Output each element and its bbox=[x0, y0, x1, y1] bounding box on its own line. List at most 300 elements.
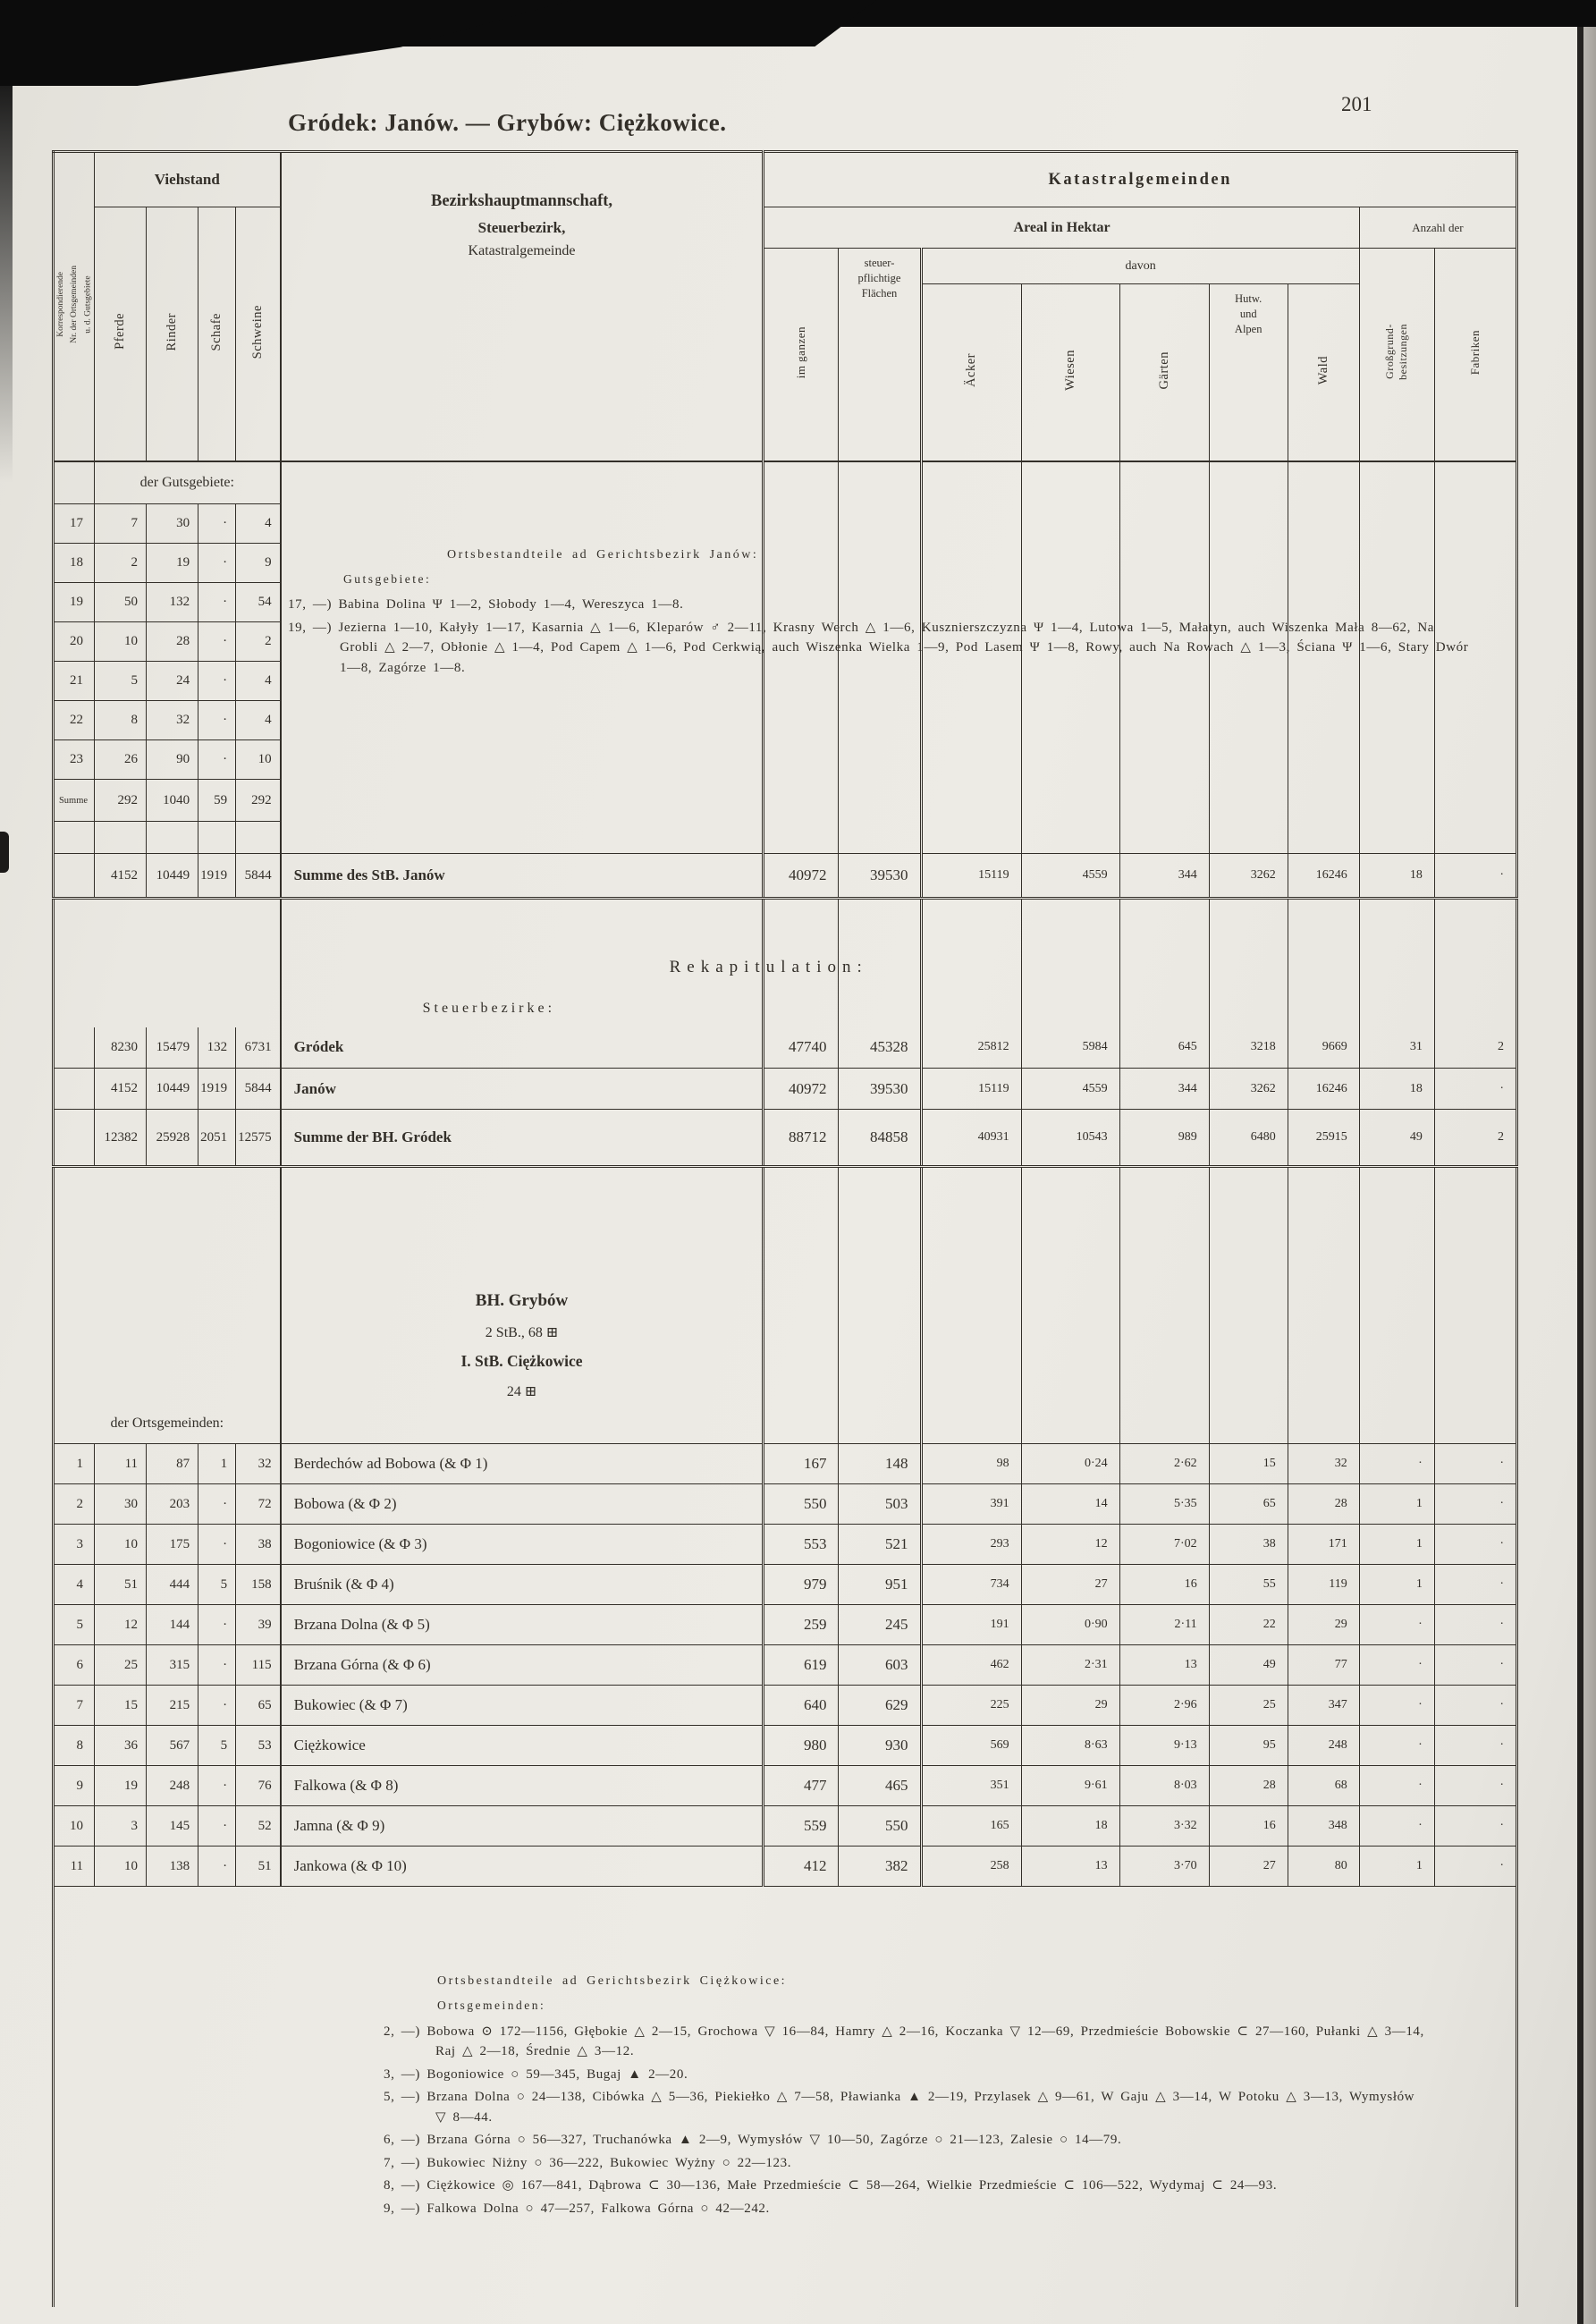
areal-value-cell: 979 bbox=[764, 1565, 839, 1605]
spacer-cell bbox=[839, 1283, 921, 1319]
areal-value-cell: 49 bbox=[1209, 1645, 1288, 1686]
spacer-cell bbox=[764, 822, 839, 854]
note-subheading: Gutsgebiete: bbox=[343, 572, 432, 586]
table-cell bbox=[921, 1405, 1021, 1444]
areal-value-cell: 40931 bbox=[921, 1110, 1021, 1167]
areal-value-cell bbox=[764, 504, 839, 544]
page-title: Gródek: Janów. — Grybów: Ciężkowice. bbox=[288, 109, 727, 136]
areal-value-cell: 629 bbox=[839, 1686, 921, 1726]
spacer-row bbox=[54, 899, 1517, 945]
viehstand-value-cell: · bbox=[198, 740, 236, 780]
viehstand-value-cell: 51 bbox=[95, 1565, 147, 1605]
grybow-heading-section bbox=[54, 1167, 1517, 1405]
table-row bbox=[54, 740, 1517, 780]
viehstand-value-cell: 24 bbox=[147, 662, 198, 701]
spacer-cell bbox=[921, 1283, 1021, 1319]
viehstand-value-cell: 158 bbox=[236, 1565, 281, 1605]
areal-value-cell: 148 bbox=[839, 1444, 921, 1484]
spacer-cell bbox=[1359, 822, 1434, 854]
spacer-cell bbox=[1021, 822, 1119, 854]
areal-value-cell: 39530 bbox=[839, 854, 921, 899]
spacer-cell bbox=[54, 1346, 281, 1378]
areal-value-cell: 119 bbox=[1288, 1565, 1359, 1605]
spacer-row bbox=[54, 1319, 1517, 1346]
areal-value-cell: 5984 bbox=[1021, 1027, 1119, 1069]
note-entry: 8, —) Ciężkowice ◎ 167—841, Dąbrowa ⊂ 30—136, Małe Przedmieście ⊂ 58—264, Wielkie Przedmieście ⊂ 106—522, Wydymaj ⊂ 24—93. bbox=[384, 2178, 1278, 2193]
viehstand-value-cell: 1919 bbox=[198, 854, 236, 899]
steuerpflichtige-column-header bbox=[839, 249, 921, 461]
viehstand-value-cell: 19 bbox=[147, 544, 198, 583]
spacer-cell bbox=[1021, 1283, 1119, 1319]
wald-column-header bbox=[1288, 284, 1359, 461]
areal-value-cell bbox=[1119, 740, 1209, 780]
spacer-cell bbox=[1209, 1167, 1288, 1283]
areal-value-cell: 477 bbox=[764, 1766, 839, 1806]
areal-value-cell: 465 bbox=[839, 1766, 921, 1806]
areal-value-cell: · bbox=[1434, 1069, 1516, 1110]
viehstand-value-cell: 1919 bbox=[198, 1069, 236, 1110]
areal-value-cell: 18 bbox=[1359, 1069, 1434, 1110]
areal-value-cell: 47740 bbox=[764, 1027, 839, 1069]
bezirkshauptmannschaft-label: Bezirkshauptmannschaft, bbox=[431, 192, 613, 210]
spacer-cell bbox=[1288, 1283, 1359, 1319]
viehstand-value-cell: 32 bbox=[147, 701, 198, 740]
areal-value-cell: 22 bbox=[1209, 1605, 1288, 1645]
note-entry: 3, —) Bogoniowice ○ 59—345, Bugaj ▲ 2—20. bbox=[384, 2066, 688, 2082]
areal-value-cell: 391 bbox=[921, 1484, 1021, 1525]
row-number-cell bbox=[54, 1069, 95, 1110]
spacer-cell bbox=[54, 822, 95, 854]
spacer-cell bbox=[1288, 822, 1359, 854]
areal-value-cell: 930 bbox=[839, 1726, 921, 1766]
areal-value-cell: 12 bbox=[1021, 1525, 1119, 1565]
table-cell bbox=[921, 945, 1021, 990]
row-number-cell: 21 bbox=[54, 662, 95, 701]
viehstand-value-cell: 9 bbox=[236, 544, 281, 583]
note-entry: 2, —) Bobowa ⊙ 172—1156, Głębokie △ 2—15, Grochowa ▽ 16—84, Hamry △ 2—16, Koczanka ▽ 12—69, Przedmieście Bobowskie ⊂ 27—160, Pułanki △ 3—14, Raj △ 2—18, Średnie △ 3—12. bbox=[384, 2024, 1424, 2059]
areal-value-cell: 15119 bbox=[921, 854, 1021, 899]
table-cell bbox=[1288, 990, 1359, 1027]
wiesen-label: Wiesen bbox=[1062, 349, 1077, 391]
spacer-cell bbox=[54, 1319, 281, 1346]
areal-value-cell bbox=[1288, 780, 1359, 822]
note-heading: Ortsbestandteile ad Gerichtsbezirk Janów: bbox=[447, 548, 759, 562]
areal-value-cell: 25915 bbox=[1288, 1110, 1359, 1167]
spacer-cell bbox=[1434, 1283, 1516, 1319]
areal-value-cell bbox=[1021, 504, 1119, 544]
areal-value-cell: 8·03 bbox=[1119, 1766, 1209, 1806]
viehstand-value-cell: 292 bbox=[95, 780, 147, 822]
areal-value-cell: 14 bbox=[1021, 1484, 1119, 1525]
areal-value-cell: 16246 bbox=[1288, 854, 1359, 899]
spacer-cell bbox=[1359, 1346, 1434, 1378]
areal-value-cell: · bbox=[1434, 1766, 1516, 1806]
areal-value-cell: 49 bbox=[1359, 1110, 1434, 1167]
fabriken-label: Fabriken bbox=[1467, 329, 1482, 375]
areal-value-cell: · bbox=[1359, 1444, 1434, 1484]
spacer-cell bbox=[1288, 1378, 1359, 1405]
table-cell bbox=[1119, 990, 1209, 1027]
viehstand-value-cell: 39 bbox=[236, 1605, 281, 1645]
table-row bbox=[54, 1484, 1517, 1525]
spacer-cell bbox=[839, 1167, 921, 1283]
viehstand-value-cell: 59 bbox=[198, 780, 236, 822]
areal-value-cell: · bbox=[1434, 1605, 1516, 1645]
gemeinde-name-cell bbox=[281, 780, 764, 822]
viehstand-value-cell: 19 bbox=[95, 1766, 147, 1806]
areal-value-cell bbox=[1021, 780, 1119, 822]
areal-value-cell: 550 bbox=[839, 1806, 921, 1847]
gemeinde-name-cell: Summe der BH. Gródek bbox=[281, 1110, 764, 1167]
areal-value-cell: 10543 bbox=[1021, 1110, 1119, 1167]
areal-value-cell: · bbox=[1434, 1645, 1516, 1686]
row-number-cell: 8 bbox=[54, 1726, 95, 1766]
gemeinde-name-cell: Jankowa (& Φ 10) bbox=[281, 1847, 764, 1887]
areal-value-cell: 347 bbox=[1288, 1686, 1359, 1726]
rinder-label: Rinder bbox=[165, 312, 180, 351]
viehstand-value-cell: · bbox=[198, 662, 236, 701]
areal-value-cell: 13 bbox=[1119, 1645, 1209, 1686]
spacer-cell bbox=[198, 822, 236, 854]
grybow-heading-line: 24 ⊞ bbox=[281, 1378, 764, 1405]
areal-value-cell: 1 bbox=[1359, 1847, 1434, 1887]
areal-value-cell: 29 bbox=[1021, 1686, 1119, 1726]
areal-value-cell bbox=[1434, 740, 1516, 780]
ortsbestandteile-janow-note bbox=[288, 545, 1479, 680]
rinder-column-header bbox=[147, 207, 198, 461]
areal-value-cell: · bbox=[1434, 1525, 1516, 1565]
steuerbezirk-summe-section bbox=[54, 822, 1517, 945]
table-cell bbox=[1119, 461, 1209, 504]
areal-value-cell: 191 bbox=[921, 1605, 1021, 1645]
areal-value-cell: 40972 bbox=[764, 1069, 839, 1110]
areal-value-cell: · bbox=[1359, 1605, 1434, 1645]
areal-value-cell bbox=[1021, 740, 1119, 780]
viehstand-value-cell: 8 bbox=[95, 701, 147, 740]
viehstand-value-cell: 32 bbox=[236, 1444, 281, 1484]
gemeinde-name-cell: Gródek bbox=[281, 1027, 764, 1069]
areal-value-cell: 29 bbox=[1288, 1605, 1359, 1645]
grybow-heading-line: I. StB. Ciężkowice bbox=[281, 1346, 764, 1378]
spacer-cell bbox=[839, 822, 921, 854]
areal-value-cell: 39530 bbox=[839, 1069, 921, 1110]
areal-value-cell bbox=[921, 504, 1021, 544]
table-row bbox=[54, 1847, 1517, 1887]
viehstand-value-cell: 248 bbox=[147, 1766, 198, 1806]
gemeinde-name-cell: Bobowa (& Φ 2) bbox=[281, 1484, 764, 1525]
table-cell bbox=[1434, 461, 1516, 504]
spacer-cell bbox=[1434, 1378, 1516, 1405]
table-cell bbox=[1359, 461, 1434, 504]
areal-header: Areal in Hektar bbox=[764, 207, 1359, 249]
table-cell bbox=[1021, 1405, 1119, 1444]
areal-value-cell: 40972 bbox=[764, 854, 839, 899]
viehstand-value-cell: 10449 bbox=[147, 1069, 198, 1110]
areal-value-cell: 65 bbox=[1209, 1484, 1288, 1525]
table-cell bbox=[1288, 461, 1359, 504]
table-cell bbox=[1209, 990, 1288, 1027]
im-ganzen-label: im ganzen bbox=[794, 325, 808, 378]
areal-value-cell: · bbox=[1434, 1806, 1516, 1847]
table-row bbox=[54, 1110, 1517, 1167]
row-number-cell: 11 bbox=[54, 1847, 95, 1887]
table-cell bbox=[1119, 945, 1209, 990]
areal-value-cell bbox=[1434, 504, 1516, 544]
areal-value-cell bbox=[839, 740, 921, 780]
areal-value-cell: 55 bbox=[1209, 1565, 1288, 1605]
anzahl-header: Anzahl der bbox=[1359, 207, 1516, 249]
schweine-column-header bbox=[236, 207, 281, 461]
areal-value-cell: 3218 bbox=[1209, 1027, 1288, 1069]
rekapitulation-heading: Rekapitulation: bbox=[669, 957, 868, 976]
areal-value-cell: 9669 bbox=[1288, 1027, 1359, 1069]
viehstand-value-cell: 5844 bbox=[236, 1069, 281, 1110]
areal-value-cell: 293 bbox=[921, 1525, 1021, 1565]
gutsgebiete-section-label: der Gutsgebiete: bbox=[95, 461, 281, 504]
areal-value-cell: 13 bbox=[1021, 1847, 1119, 1887]
areal-value-cell: 98 bbox=[921, 1444, 1021, 1484]
steuerbezirk-label: Steuerbezirk, bbox=[477, 219, 566, 236]
areal-value-cell: 248 bbox=[1288, 1726, 1359, 1766]
table-cell bbox=[1288, 945, 1359, 990]
viehstand-value-cell: 4152 bbox=[95, 1069, 147, 1110]
areal-value-cell: 31 bbox=[1359, 1027, 1434, 1069]
areal-value-cell: 3·32 bbox=[1119, 1806, 1209, 1847]
spacer-cell bbox=[764, 1167, 839, 1283]
areal-value-cell: 0·90 bbox=[1021, 1605, 1119, 1645]
row-number-cell: 1 bbox=[54, 1444, 95, 1484]
spacer-row bbox=[54, 1167, 1517, 1283]
grybow-heading-line: BH. Grybów bbox=[281, 1283, 764, 1319]
ortsgemeinden-label-section bbox=[54, 1405, 1517, 1444]
viehstand-value-cell: 53 bbox=[236, 1726, 281, 1766]
table-cell bbox=[1359, 945, 1434, 990]
areal-value-cell bbox=[839, 780, 921, 822]
areal-value-cell: 18 bbox=[1021, 1806, 1119, 1847]
table-row bbox=[54, 1565, 1517, 1605]
areal-value-cell: 8·63 bbox=[1021, 1726, 1119, 1766]
areal-value-cell: 259 bbox=[764, 1605, 839, 1645]
viehstand-value-cell: 5 bbox=[95, 662, 147, 701]
pferde-column-header bbox=[95, 207, 147, 461]
spacer-cell bbox=[1021, 899, 1119, 945]
spacer-cell bbox=[1021, 1346, 1119, 1378]
spacer-cell bbox=[54, 1378, 281, 1405]
viehstand-value-cell: · bbox=[198, 544, 236, 583]
areal-value-cell: 2 bbox=[1434, 1027, 1516, 1069]
note-entries bbox=[288, 595, 1479, 678]
areal-value-cell: 2·62 bbox=[1119, 1444, 1209, 1484]
grybow-heading-line: 2 StB., 68 ⊞ bbox=[281, 1319, 764, 1346]
notes-cell bbox=[54, 1887, 1517, 2307]
spacer-row bbox=[54, 1346, 1517, 1378]
areal-value-cell: 16246 bbox=[1288, 1069, 1359, 1110]
areal-value-cell: · bbox=[1359, 1686, 1434, 1726]
spacer-cell bbox=[1021, 1167, 1119, 1283]
corresponding-number-label: Korrespondierende Nr. der Ortsgemeinden u. d. Gutsgebiete bbox=[56, 265, 93, 343]
gemeinde-name-cell bbox=[281, 504, 764, 544]
book-gutter-line bbox=[1577, 0, 1583, 2324]
areal-value-cell bbox=[764, 701, 839, 740]
areal-value-cell: · bbox=[1434, 1726, 1516, 1766]
spacer-cell bbox=[1434, 1167, 1516, 1283]
gemeinde-name-cell: Ciężkowice bbox=[281, 1726, 764, 1766]
row-number-cell bbox=[54, 1110, 95, 1167]
note-entry: 5, —) Brzana Dolna ○ 24—138, Cibówka △ 5—36, Piekiełko △ 7—58, Pławianka ▲ 2—19, Przylasek △ 9—61, W Gaju △ 3—14, W Potoku △ 3—13, Wymysłów ▽ 8—44. bbox=[384, 2090, 1415, 2125]
viehstand-value-cell: 215 bbox=[147, 1686, 198, 1726]
wiesen-column-header bbox=[1021, 284, 1119, 461]
note-subheading: Ortsgemeinden: bbox=[437, 1999, 546, 2013]
areal-value-cell bbox=[1021, 701, 1119, 740]
viehstand-value-cell: 15 bbox=[95, 1686, 147, 1726]
spacer-row bbox=[54, 1283, 1517, 1319]
spacer-cell bbox=[1119, 1378, 1209, 1405]
table-row bbox=[54, 701, 1517, 740]
row-number-cell: 10 bbox=[54, 1806, 95, 1847]
areal-value-cell: 15119 bbox=[921, 1069, 1021, 1110]
row-number-cell: 22 bbox=[54, 701, 95, 740]
hutweiden-label: Hutw. und Alpen bbox=[1234, 292, 1262, 335]
spacer-cell bbox=[281, 1167, 764, 1283]
viehstand-header: Viehstand bbox=[95, 152, 281, 207]
table-cell bbox=[1209, 1405, 1288, 1444]
gaerten-column-header bbox=[1119, 284, 1209, 461]
table-cell bbox=[921, 461, 1021, 504]
spacer-cell bbox=[921, 1378, 1021, 1405]
gemeinde-name-cell: Falkowa (& Φ 8) bbox=[281, 1766, 764, 1806]
spacer-cell bbox=[1119, 1346, 1209, 1378]
table-cell bbox=[1209, 461, 1288, 504]
row-number-cell: 23 bbox=[54, 740, 95, 780]
spacer-cell bbox=[1021, 1378, 1119, 1405]
note-heading: Ortsbestandteile ad Gerichtsbezirk Ciężkowice: bbox=[437, 1974, 788, 1989]
note-entry: 7, —) Bukowiec Niżny ○ 36—222, Bukowiec Wyżny ○ 22—123. bbox=[384, 2155, 792, 2170]
areal-value-cell: · bbox=[1434, 1484, 1516, 1525]
areal-value-cell: 640 bbox=[764, 1686, 839, 1726]
row-number-cell: 4 bbox=[54, 1565, 95, 1605]
viehstand-value-cell: 52 bbox=[236, 1806, 281, 1847]
areal-value-cell: 165 bbox=[921, 1806, 1021, 1847]
areal-value-cell: · bbox=[1434, 1444, 1516, 1484]
viehstand-value-cell: 5 bbox=[198, 1726, 236, 1766]
areal-value-cell bbox=[1359, 740, 1434, 780]
spacer-cell bbox=[281, 899, 764, 945]
table-row bbox=[54, 854, 1517, 899]
aecker-label: Äcker bbox=[964, 352, 979, 387]
wald-label: Wald bbox=[1315, 355, 1330, 385]
row-number-cell: 9 bbox=[54, 1766, 95, 1806]
rekapitulation-heading-section bbox=[54, 945, 1517, 1027]
areal-value-cell: 18 bbox=[1359, 854, 1434, 899]
viehstand-value-cell: 144 bbox=[147, 1605, 198, 1645]
areal-value-cell: 28 bbox=[1288, 1484, 1359, 1525]
spacer-cell bbox=[54, 1283, 281, 1319]
viehstand-value-cell: 132 bbox=[198, 1027, 236, 1069]
viehstand-value-cell: 203 bbox=[147, 1484, 198, 1525]
areal-value-cell bbox=[1359, 504, 1434, 544]
viehstand-value-cell: 10 bbox=[95, 1525, 147, 1565]
spacer-cell bbox=[1434, 822, 1516, 854]
viehstand-value-cell: 7 bbox=[95, 504, 147, 544]
areal-value-cell: 351 bbox=[921, 1766, 1021, 1806]
viehstand-value-cell: 292 bbox=[236, 780, 281, 822]
row-number-cell bbox=[54, 854, 95, 899]
areal-value-cell: 80 bbox=[1288, 1847, 1359, 1887]
spacer-cell bbox=[921, 1167, 1021, 1283]
viehstand-value-cell: 132 bbox=[147, 583, 198, 622]
viehstand-value-cell: 51 bbox=[236, 1847, 281, 1887]
areal-value-cell: 980 bbox=[764, 1726, 839, 1766]
table-cell bbox=[281, 1405, 764, 1444]
viehstand-value-cell: 28 bbox=[147, 622, 198, 662]
steuerpflichtige-label: steuer- pflichtige Flächen bbox=[857, 257, 901, 300]
areal-value-cell: 603 bbox=[839, 1645, 921, 1686]
viehstand-value-cell: · bbox=[198, 622, 236, 662]
areal-value-cell: 989 bbox=[1119, 1110, 1209, 1167]
areal-value-cell bbox=[1209, 780, 1288, 822]
areal-value-cell: 3·70 bbox=[1119, 1847, 1209, 1887]
areal-value-cell bbox=[1119, 504, 1209, 544]
viehstand-value-cell: 567 bbox=[147, 1726, 198, 1766]
table-cell bbox=[281, 945, 868, 990]
areal-value-cell: 1 bbox=[1359, 1525, 1434, 1565]
row-number-cell: 18 bbox=[54, 544, 95, 583]
spacer-cell bbox=[921, 1346, 1021, 1378]
table-cell bbox=[1434, 1405, 1516, 1444]
spacer-row bbox=[54, 1378, 1517, 1405]
note-entry: 17, —) Babina Dolina Ψ 1—2, Słobody 1—4, Wereszyca 1—8. bbox=[288, 597, 684, 613]
table-cell bbox=[1434, 945, 1516, 990]
areal-value-cell: 77 bbox=[1288, 1645, 1359, 1686]
table-row bbox=[54, 1444, 1517, 1484]
areal-value-cell: 344 bbox=[1119, 854, 1209, 899]
schafe-column-header bbox=[198, 207, 236, 461]
areal-value-cell: · bbox=[1359, 1726, 1434, 1766]
table-cell bbox=[54, 461, 95, 504]
row-number-cell: 20 bbox=[54, 622, 95, 662]
viehstand-value-cell: · bbox=[198, 1645, 236, 1686]
spacer-cell bbox=[764, 1283, 839, 1319]
viehstand-value-cell: 72 bbox=[236, 1484, 281, 1525]
areal-value-cell bbox=[1288, 701, 1359, 740]
viehstand-value-cell: 5 bbox=[198, 1565, 236, 1605]
gemeinde-name-cell: Jamna (& Φ 9) bbox=[281, 1806, 764, 1847]
areal-value-cell: 348 bbox=[1288, 1806, 1359, 1847]
viehstand-value-cell: 4 bbox=[236, 662, 281, 701]
section-label-row bbox=[54, 1405, 1517, 1444]
areal-value-cell: 734 bbox=[921, 1565, 1021, 1605]
rekapitulation-rows bbox=[54, 1027, 1517, 1167]
spacer-cell bbox=[764, 1319, 839, 1346]
table-cell bbox=[1288, 1405, 1359, 1444]
areal-value-cell bbox=[1119, 701, 1209, 740]
note-entry: 6, —) Brzana Górna ○ 56—327, Truchanówka ▲ 2—9, Wymysłów ▽ 10—50, Zagórze ○ 21—123, Zalesie ○ 14—79. bbox=[384, 2133, 1122, 2148]
row-number-cell: 6 bbox=[54, 1645, 95, 1686]
table-row bbox=[54, 1806, 1517, 1847]
areal-value-cell: · bbox=[1434, 854, 1516, 899]
areal-value-cell: · bbox=[1359, 1766, 1434, 1806]
areal-value-cell: 9·61 bbox=[1021, 1766, 1119, 1806]
areal-value-cell: 550 bbox=[764, 1484, 839, 1525]
areal-value-cell bbox=[1209, 740, 1288, 780]
viehstand-value-cell: 26 bbox=[95, 740, 147, 780]
spacer-cell bbox=[1209, 1319, 1288, 1346]
areal-value-cell: 171 bbox=[1288, 1525, 1359, 1565]
table-cell bbox=[54, 990, 281, 1027]
spacer-cell bbox=[839, 1378, 921, 1405]
viehstand-value-cell: 87 bbox=[147, 1444, 198, 1484]
areal-value-cell bbox=[1119, 780, 1209, 822]
